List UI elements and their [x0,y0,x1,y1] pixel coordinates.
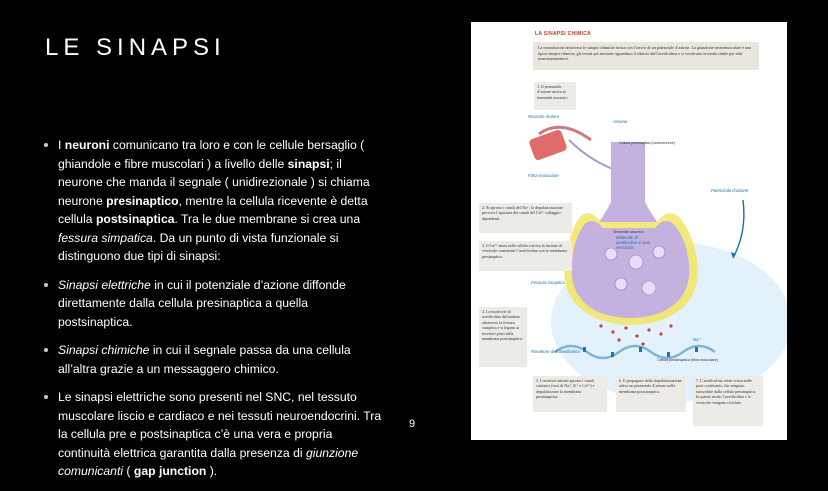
bullet-text-run: gap junction [133,464,207,478]
vesicle [615,278,627,290]
bullet-text-run: ). [206,464,218,478]
bullet-text-run: , mentre la cellula ricevente è detta cellula [58,193,368,226]
bullet-sinapsi-elettriche [42,276,382,332]
vesicle [642,281,656,295]
label-cellula-postsinaptica: Cellula postsinaptica (fibra muscolare) [657,358,718,362]
bullet-sinapsi-chimiche [42,341,382,378]
axon-shape [599,142,657,222]
bullet-neuroni [42,136,382,266]
bullet-text-run: ; il neurone che manda il segnale ( unidirezionale ) si chiama neurone [58,156,370,208]
bullet-text-run: presinaptico [106,193,179,208]
label-fibra-muscolare: Fibra muscolare [528,173,559,178]
figure-header: LA SINAPSI CHIMICA [535,31,592,37]
label-neurone-motore: Neurone motore [528,114,560,119]
bullet-text-run: . Tra le due membrane si crea una [174,212,361,226]
figure-intro: La trasmissione attraverso le sinapsi chimiche inizia con l’arrivo di un potenziale d’azione. La giunzione neuromuscolare è una tipica sinapsi chimica; gli eventi qui mostrati riguardano il rilascio dell’acetilcolina e si verificano in modo simile per altri neurotrasmettitori. [533,42,759,70]
bullet-text-run: in cui il potenziale d’azione diffonde direttamente dalla cellula presinaptica a quella postsinaptica. [58,277,346,329]
bullet-text-run: Sinapsi chimiche [58,343,150,357]
vesicle [629,255,643,269]
slide-body [42,136,382,491]
label-fessura: Fessura sinaptica [531,280,565,285]
bullet-text-run: neuroni [64,138,110,152]
label-na: Na⁺ [693,337,701,342]
bullet-text-run: giunzione comunicanti [58,445,359,478]
bullet-gap-junction [42,388,382,481]
muscle-fiber-shape [528,129,567,161]
potential-arrow [733,200,744,258]
note-3: 3. Il Ca²⁺ entra nella cellula e attiva la fusione di vescicole contenenti l’acetilcolina con la membrana presinaptica. [479,241,572,271]
bullet-text-run: Sinapsi elettriche [58,277,151,292]
bullet-text-run: postsinaptica [95,212,175,226]
note-5: 5. I recettori attivati aprono i canali cationici (così di Na⁺, K⁺ e Ca²⁺) e depolarizzano la membrana postsinaptica. [533,376,607,412]
label-potenziale: Potenziale d’azione [711,188,749,193]
bullet-text-run: . Da un punto di vista funzionale si distinguono due tipi di sinapsi: [58,230,339,263]
bullet-text-run: ( [123,464,134,478]
bullet-text-run: in cui il segnale passa da una cellula all’altra grazie a un messaggero chimico. [58,343,351,376]
synapse-figure [471,22,787,440]
bullet-text-run: sinapsi [287,156,330,171]
note-2: 2. Si aprono i canali del Na⁺; la depolarizzazione provoca l’apertura dei canali del Ca²⁺ voltaggio-dipendenti. [479,203,572,233]
bullet-text-run: fessura simpatica [58,230,153,245]
slide-title: LE SINAPSI [45,34,226,61]
note-1: 1. Il potenziale d’azione arriva al terminale assonico. [534,82,576,110]
label-recettore: Recettore dell’acetilcolina [531,349,580,354]
bullet-text-run: Le sinapsi elettriche sono presenti nel SNC, nel tessuto muscolare liscio e cardiaco e nei tessuti neuroendocrini. Tra la cellula pre e postsinaptica c’è una vera e propria continuità elettrica garantita dalla presenza di [58,390,382,460]
label-terminale: Terminale assonico [613,230,644,234]
label-vescicole: Molecole di acetilcolina in una vescicola [616,235,651,250]
bullet-text-run: I [58,138,65,152]
bullet-text-run: comunicano tra loro e con le cellule bersaglio ( ghiandole e fibre muscolari ) a livello delle [58,138,365,171]
label-cellula-presinaptica: Cellula presinaptica (motoneurone) [619,141,675,145]
note-7: 7. L’acetilcolina viene scissa nelle parti costituenti, che vengono riassorbite dalla cellula presinaptica. In questo modo l’acetilcolina e le vescicole vengono riciclate. [693,376,763,426]
label-assone: Assone [613,119,628,124]
page-number: 9 [409,418,416,430]
note-6: 6. Il propagarsi della depolarizzazione attiva un potenziale d’azione nella membrana postsinaptica. [616,376,686,412]
note-4: 4. Le molecole di acetilcolina diffondono attraverso la fessura sinaptica e si legano ai recettori posti sulla membrana postsinaptica. [479,307,527,367]
